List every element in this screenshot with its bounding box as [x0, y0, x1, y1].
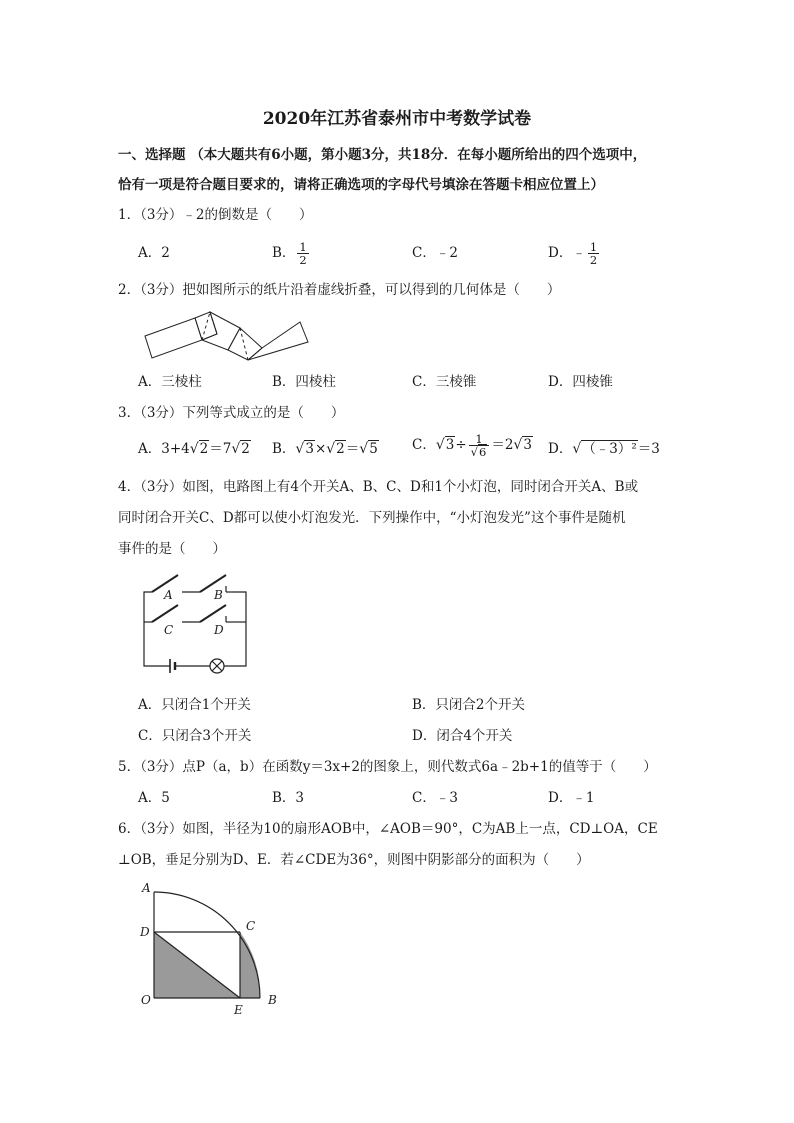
q6-line-2: ⊥OB，垂足分别为D、E．若∠CDE为36°，则图中阴影部分的面积为（ ） [118, 852, 590, 868]
q3-c-eq: ＝2 [491, 437, 514, 453]
q3-options [138, 434, 698, 464]
sqrt-icon: √ [359, 441, 369, 457]
q2-option-a: A．三棱柱 [138, 374, 202, 390]
label-a: A [164, 588, 173, 602]
q3-b-eq: ＝ [345, 441, 360, 457]
point-label-a: A [142, 881, 151, 895]
q1-d-denominator: 2 [589, 253, 598, 267]
net-mid-right-face [228, 328, 262, 360]
q3-c-den-radicand: 6 [479, 445, 487, 459]
q4-options-row-2 [138, 721, 698, 751]
section-heading-line-1: 一、选择题 （本大题共有6小题，第小题3分，共18分．在每小题所给出的四个选项中， [118, 147, 647, 163]
q1-option-d-fraction [588, 241, 599, 266]
q3-d-pre: D． [548, 441, 573, 457]
switch-c [152, 605, 178, 622]
sqrt-icon: √ [435, 437, 445, 453]
q2-option-c: C．三棱锥 [412, 374, 477, 390]
q2-option-b: B．四棱柱 [272, 374, 336, 390]
q3-a-radicand-1: 2 [199, 441, 209, 457]
q1-option-b [272, 238, 311, 268]
q3-c-pre: C． [412, 437, 436, 453]
q3-c-denominator [469, 446, 490, 458]
q5-option-c: C．﹣3 [412, 790, 458, 806]
sqrt-icon: √ [189, 441, 199, 457]
q4-line-3: 事件的是（ ） [118, 541, 226, 557]
q3-option-d [548, 434, 660, 464]
q3-a-mid: ＝7 [209, 441, 232, 457]
q2-paper-net-figure [140, 308, 320, 364]
q1-b-numerator: 1 [299, 240, 307, 254]
q5-option-b: B．3 [272, 790, 305, 806]
q3-d-radicand: （﹣3）² [582, 441, 637, 457]
q4-options-row-1 [138, 690, 698, 720]
sqrt-icon: √ [326, 441, 336, 457]
q4-option-c: C．只闭合3个开关 [138, 728, 252, 744]
q3-b-radicand-1: 3 [305, 441, 314, 457]
fold-line-1 [202, 312, 210, 340]
q3-c-div: ÷ [455, 437, 467, 453]
q1-stem: 1．（3分）﹣2的倒数是（ ） [118, 207, 313, 223]
q3-b-radicand-3: 5 [369, 441, 378, 457]
q3-c-radicand-2: 3 [523, 437, 532, 453]
point-label-e: E [234, 1003, 243, 1017]
q1-option-d [548, 238, 601, 268]
q1-options [138, 238, 698, 268]
q4-option-b: B．只闭合2个开关 [412, 697, 526, 713]
q5-stem: 5．（3分）点P（a，b）在函数y＝3x+2的图象上，则代数式6a﹣2b+1的值等于（ ） [118, 759, 657, 775]
point-label-o: O [141, 993, 151, 1007]
q4-line-1: 4．（3分）如图，电路图上有4个开关A、B、C、D和1个小灯泡，同时闭合开关A、B或 [118, 479, 639, 495]
point-label-c: C [246, 919, 256, 933]
q3-d-eq: ＝3 [637, 441, 660, 457]
q5-option-d: D．﹣1 [548, 790, 595, 806]
q2-stem: 2．（3分）把如图所示的纸片沿着虚线折叠，可以得到的几何体是（ ） [118, 282, 561, 298]
q3-c-radicand-1: 3 [445, 437, 455, 453]
q3-option-b [272, 434, 379, 464]
sqrt-icon: √ [513, 437, 523, 453]
section-heading-line-2: 恰有一项是符合题目要求的，请将正确选项的字母代号填涂在答题卡相应位置上） [118, 177, 604, 193]
q3-b-radicand-2: 2 [336, 441, 345, 457]
q3-a-radicand-2: 2 [241, 441, 250, 457]
net-right-face [248, 322, 308, 360]
fold-line-3 [240, 328, 248, 360]
label-d: D [214, 623, 224, 637]
q1-option-b-prefix: B． [272, 245, 296, 261]
q4-option-a: A．只闭合1个开关 [138, 697, 251, 713]
circuit-right-rail [224, 592, 246, 666]
point-label-d: D [140, 925, 150, 939]
q5-option-a: A．5 [138, 790, 170, 806]
q2-options [138, 367, 698, 397]
q3-b-pre: B． [272, 441, 296, 457]
net-mid-face [202, 312, 240, 350]
q3-stem: 3．（3分）下列等式成立的是（ ） [118, 405, 345, 421]
q6-sector-figure [138, 880, 288, 1020]
q1-option-b-fraction [297, 241, 308, 266]
label-b: B [214, 588, 223, 602]
label-c: C [164, 623, 174, 637]
point-label-b: B [268, 993, 277, 1007]
q1-option-a: A．2 [138, 245, 170, 261]
q4-line-2: 同时闭合开关C、D都可以使小灯泡发光．下列操作中，“小灯泡发光”这个事件是随机 [118, 510, 626, 526]
switch-d [200, 605, 226, 622]
q3-c-numerator: 1 [469, 433, 490, 446]
q6-line-1: 6．（3分）如图，半径为10的扇形AOB中，∠AOB＝90°，C为AB上一点，CD⊥OA，CE [118, 821, 658, 837]
q3-option-c [412, 430, 533, 460]
net-left-face [145, 318, 202, 358]
sqrt-icon: √ [572, 441, 582, 457]
sqrt-icon: √ [231, 441, 241, 457]
q4-option-d: D．闭合4个开关 [412, 728, 513, 744]
q1-option-d-prefix: D．﹣ [548, 245, 586, 261]
q3-option-a [138, 434, 251, 464]
sqrt-icon: √ [295, 441, 305, 457]
q3-a-pre: A．3+4 [138, 441, 190, 457]
q5-options [138, 783, 698, 813]
q1-b-denominator: 2 [299, 253, 307, 267]
q2-option-d: D．四棱锥 [548, 374, 613, 390]
shaded-segment-right [240, 932, 260, 998]
q4-circuit-figure [138, 570, 258, 680]
q1-option-c: C．﹣2 [412, 245, 458, 261]
sqrt-icon: √ [470, 445, 478, 459]
q1-d-numerator: 1 [589, 240, 598, 254]
q3-c-fraction [469, 433, 490, 458]
page-title: 2020年江苏省泰州市中考数学试卷 [262, 109, 532, 129]
q3-b-times: × [314, 441, 327, 457]
